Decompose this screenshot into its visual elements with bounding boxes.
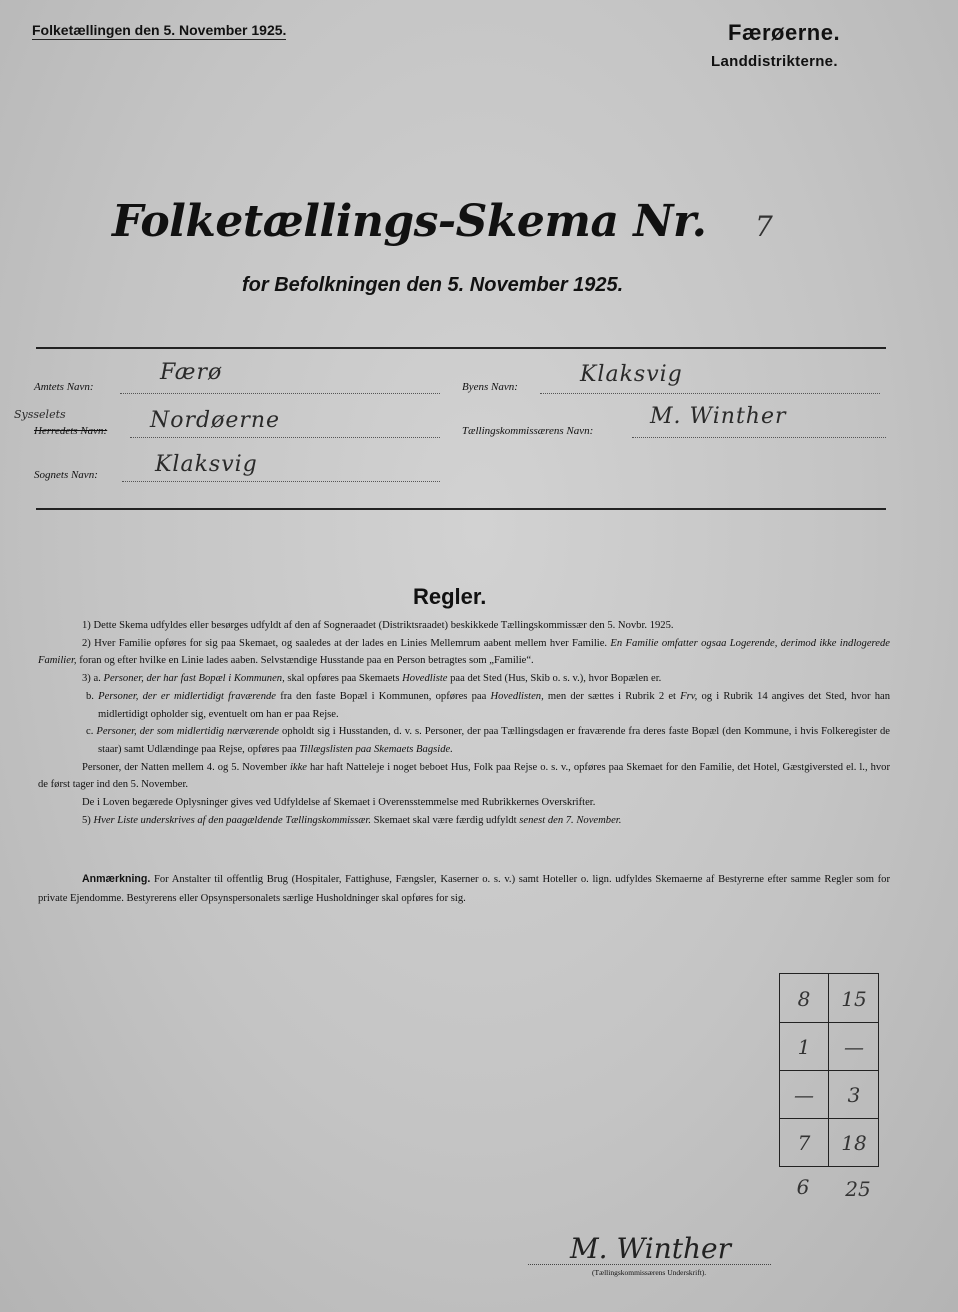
tally-cell[interactable]: —: [844, 1035, 864, 1059]
sogn-value[interactable]: Klaksvig: [155, 452, 258, 477]
amt-line: [120, 393, 440, 394]
bottom-rule: [36, 508, 886, 510]
by-value[interactable]: Klaksvig: [580, 362, 683, 387]
herred-label: Herredets Navn:: [34, 425, 108, 437]
signature[interactable]: M. Winther: [570, 1232, 731, 1265]
census-date-header: Folketællingen den 5. November 1925.: [32, 22, 287, 38]
rule-3c: c. Personer, der som midlertidig nærværende opholdt sig i Husstanden, d. v. s. Personer, der paa Tællingsdagen er fraværende fra deres faste Bopæl (den Kommune, i hvis Folkeregister de staar) samt Udlændinge paa Rejse, opføres paa Tillægslisten paa Skemaets Bagside.: [86, 726, 890, 755]
tally-cell[interactable]: 15: [841, 987, 867, 1011]
rule-1: 1) Dette Skema udfyldes eller besørges udfyldt af den af Sogneraadet (Distriktsraadet) beskikkede Tællingskommissær den 5. Novbr. 1925.: [82, 620, 674, 631]
rule-2: 2) Hver Familie opføres for sig paa Skemaet, og saaledes at der lades en Linies Mellemrum aabent mellem hver Familie. En Familie omfatter ogsaa Logerende, derimod ikke indlogerede Familier, foran og efter hvilke en Linie lades aaben. Selvstændige Husstande paa en Person betragtes som „Familie“.: [38, 637, 890, 667]
sogn-label: Sognets Navn:: [34, 469, 98, 481]
anmaerkning-text: For Anstalter til offentlig Brug (Hospitaler, Fattighuse, Fængsler, Kaserner o. s. v.) samt Hoteller o. lign. udfyldes Skemaerne af Bestyrerne efter samme Regler som for private Ejendomme. Bestyrerens eller Opsynspersonalets særlige Husholdninger skal opføres for sig.: [38, 874, 890, 904]
tally-rule: [780, 1022, 878, 1023]
regler-text: [38, 617, 890, 829]
tally-cell[interactable]: 1: [797, 1035, 811, 1059]
form-number: 7: [755, 210, 773, 243]
by-label: Byens Navn:: [462, 381, 518, 393]
tally-total[interactable]: 25: [845, 1177, 871, 1201]
sogn-line: [122, 481, 440, 482]
rule-4: Personer, der Natten mellem 4. og 5. November ikke har haft Natteleje i noget beboet Hus, Folk paa Rejse o. s. v., opføres paa Skemaet for den Familie, det Hotel, Gæstgiversted el. l., hvor de først tager ind den 5. November.: [38, 761, 891, 791]
form-subtitle: for Befolkningen den 5. November 1925.: [242, 274, 624, 296]
tally-cell[interactable]: 3: [847, 1083, 861, 1107]
top-rule: [36, 347, 886, 349]
amt-value[interactable]: Færø: [160, 360, 223, 385]
tally-cell[interactable]: 8: [797, 987, 811, 1011]
herred-correction: Sysselets: [14, 408, 66, 421]
tally-total[interactable]: 6: [796, 1175, 810, 1199]
tally-rule: [780, 1118, 878, 1119]
rule-5: De i Loven begærede Oplysninger gives ved Udfyldelse af Skemaet i Overensstemmelse med Rubrikkernes Overskrifter.: [82, 797, 596, 809]
rule-3b: b. Personer, der er midlertidigt fraværende fra den faste Bopæl i Kommunen, opføres paa Hovedlisten, men der sættes i Rubrik 2 et Frv, og i Rubrik 14 angives det Sted, hvor han midlertidigt opholder sig, eventuelt om han er paa Rejse.: [86, 690, 891, 720]
kommissaer-value[interactable]: M. Winther: [650, 404, 787, 429]
tally-box: [779, 973, 879, 1167]
region-subtitle: Landdistrikterne.: [711, 53, 838, 70]
amt-label: Amtets Navn:: [34, 381, 94, 393]
signature-line: [528, 1264, 771, 1265]
tally-rule: [780, 1070, 878, 1071]
tally-cell[interactable]: 18: [841, 1131, 867, 1155]
rule-3a: 3) a. Personer, der har fast Bopæl i Kommunen, skal opføres paa Skemaets Hovedliste paa det Sted (Hus, Skib o. s. v.), hvor Bopælen er.: [82, 673, 662, 685]
form-title: Folketællings-Skema Nr.: [112, 196, 707, 247]
herred-line: [130, 437, 440, 438]
by-line: [540, 393, 880, 394]
anmaerkning-note: [38, 870, 890, 908]
region-title: Færøerne.: [728, 20, 841, 45]
signature-caption: (Tællingskommissærens Underskrift).: [592, 1268, 707, 1277]
tally-cell[interactable]: 7: [797, 1131, 811, 1155]
herred-value[interactable]: Nordøerne: [150, 408, 281, 433]
kommissaer-label: Tællingskommissærens Navn:: [462, 425, 594, 437]
rule-6: 5) Hver Liste underskrives af den paagældende Tællingskommissær. Skemaet skal være færdig udfyldt senest den 7. November.: [82, 814, 622, 826]
tally-cell[interactable]: —: [794, 1083, 814, 1107]
regler-heading: Regler.: [413, 584, 487, 609]
kommissaer-line: [632, 437, 886, 438]
anmaerkning-label: Anmærkning.: [82, 873, 151, 885]
